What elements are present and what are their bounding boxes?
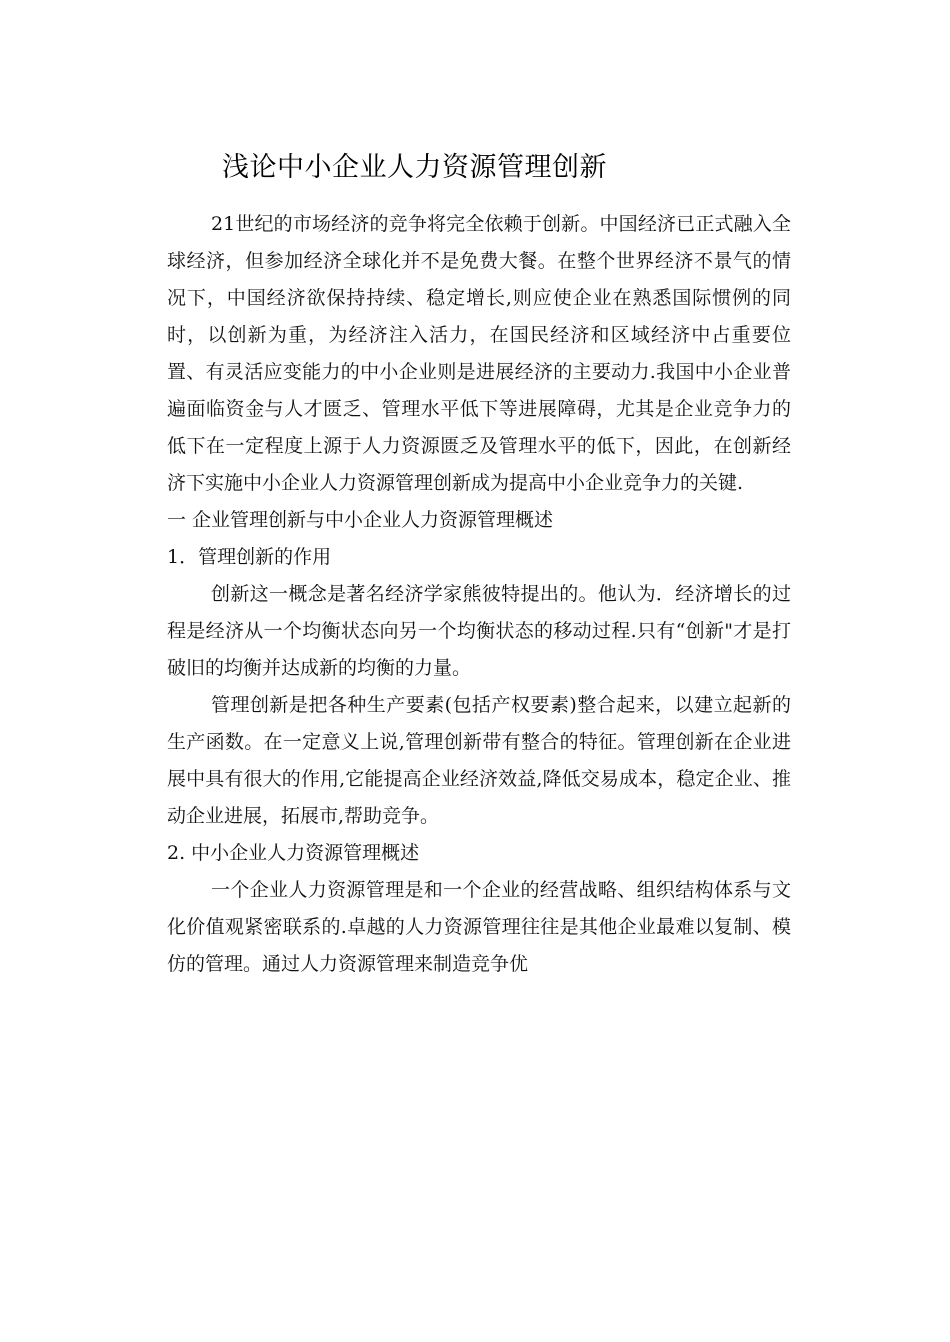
intro-paragraph: 21世纪的市场经济的竞争将完全依赖于创新。中国经济已正式融入全球经济，但参加经济全球化并不是免费大餐。在整个世界经济不景气的情况下，中国经济欲保持持续、稳定增长,则应使企业在熟悉国际惯例的同时，以创新为重，为经济注入活力，在国民经济和区域经济中占重要位置、有灵活应变能力的中小企业则是进展经济的主要动力.我国中小企业普遍面临资金与人才匮乏、管理水平低下等进展障碍，尤其是企业竞争力的低下在一定程度上源于人力资源匮乏及管理水平的低下，因此，在创新经济下实施中小企业人力资源管理创新成为提高中小企业竞争力的关键. [167, 213, 791, 494]
subsection-heading-2: 2. 中小企业人力资源管理概述 [167, 842, 420, 864]
section-heading-1: 一 企业管理创新与中小企业人力资源管理概述 [167, 509, 554, 531]
body-paragraph: 一个企业人力资源管理是和一个企业的经营战略、组织结构体系与文化价值观紧密联系的.卓越的人力资源管理往往是其他企业最难以复制、模仿的管理。通过人力资源管理来制造竞争优 [167, 879, 791, 975]
body-paragraph: 创新这一概念是著名经济学家熊彼特提出的。他认为．经济增长的过程是经济从一个均衡状态向另一个均衡状态的移动过程.只有“创新"才是打破旧的均衡并达成新的均衡的力量。 [167, 583, 791, 679]
document-body [167, 206, 791, 983]
subsection-heading-1: 1．管理创新的作用 [167, 546, 332, 568]
body-paragraph: 管理创新是把各种生产要素(包括产权要素)整合起来，以建立起新的生产函数。在一定意义上说,管理创新带有整合的特征。管理创新在企业进展中具有很大的作用,它能提高企业经济效益,降低交易成本，稳定企业、推动企业进展，拓展市,帮助竞争。 [167, 694, 791, 827]
document-title: 浅论中小企业人力资源管理创新 [222, 152, 607, 183]
